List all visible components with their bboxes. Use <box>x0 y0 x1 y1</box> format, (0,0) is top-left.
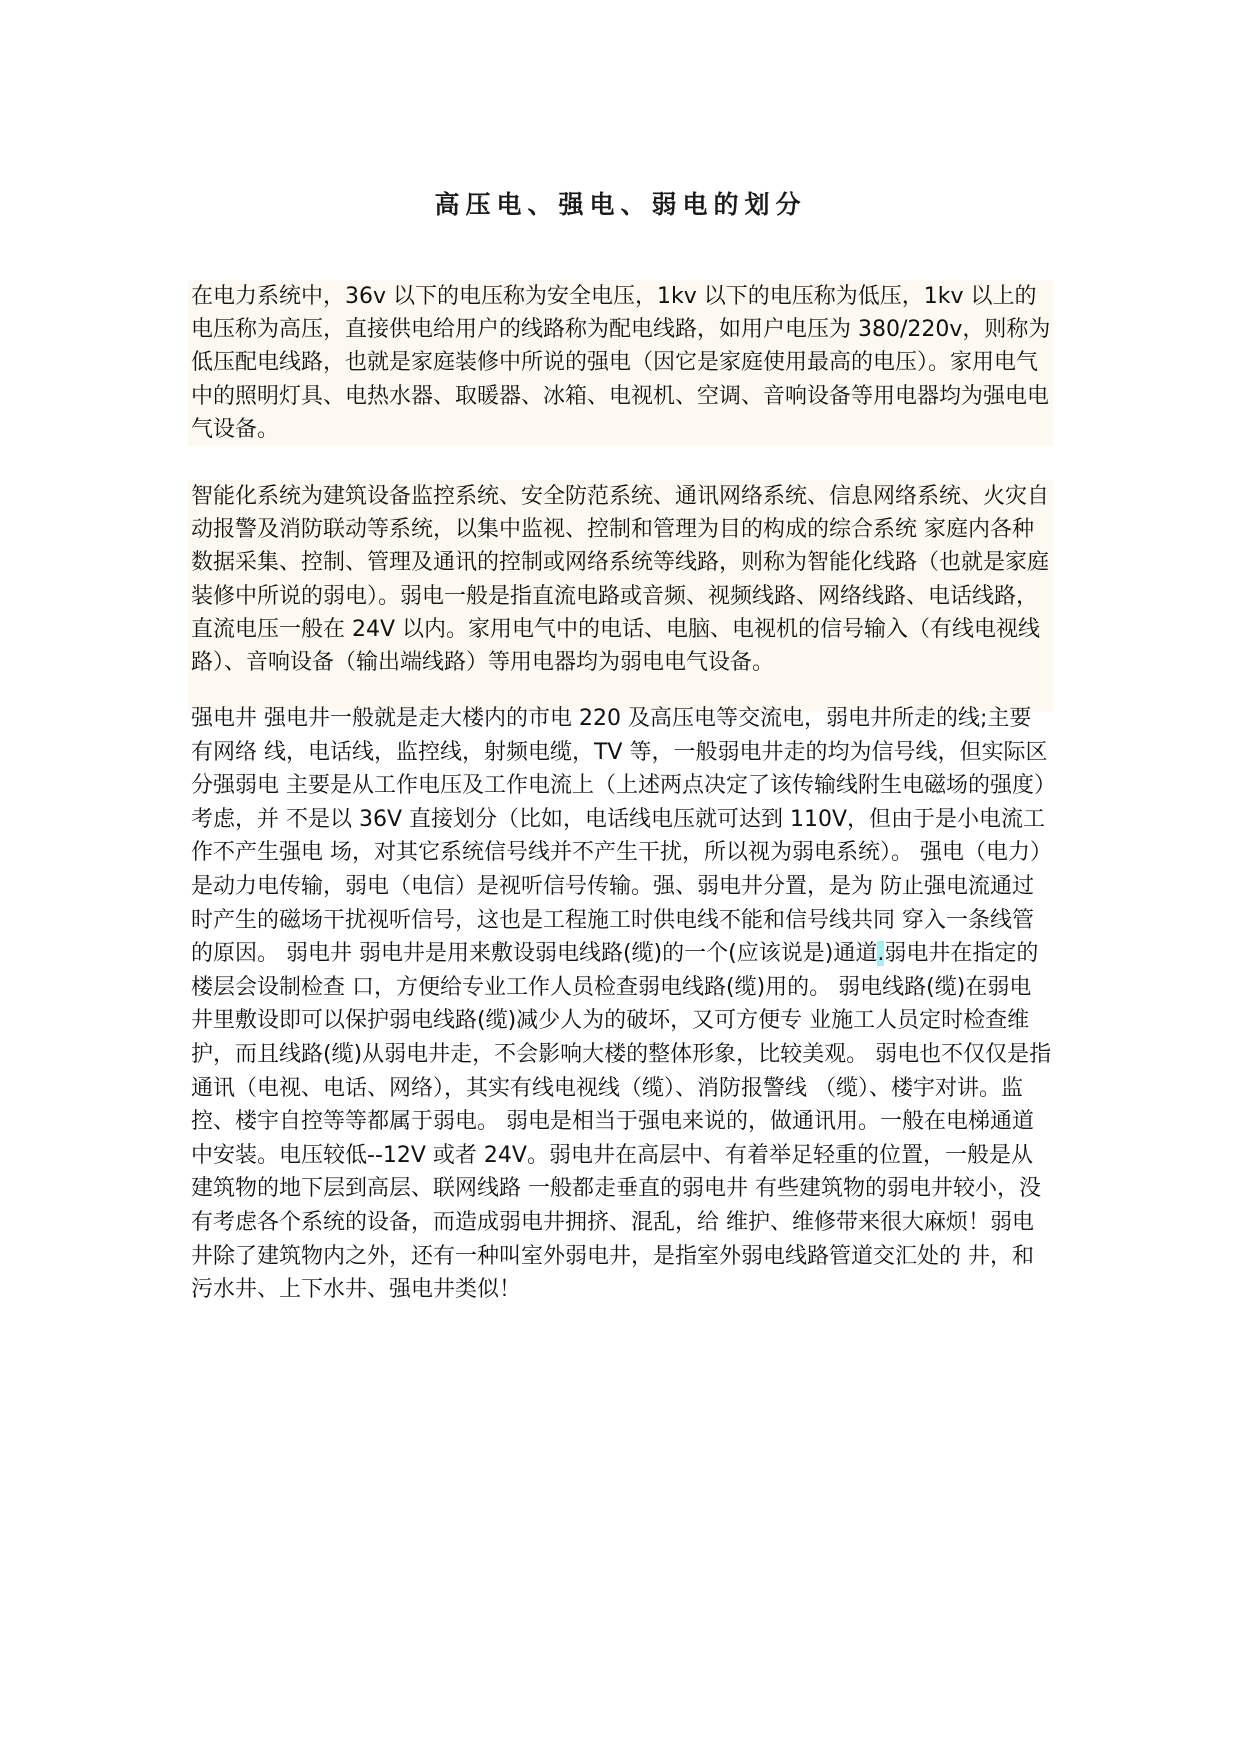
paragraph-shafts-text-b: 弱电井在指定的楼层会设制检查 口，方便给专业工作人员检查弱电线路(缆)用的。 弱电线路(缆)在弱电井里敷设即可以保护弱电线路(缆)减少人为的破坏，又可方便专 业施工人员定时检查维护，而且线路(缆)从弱电井走，不会影响大楼的整体形象，比较美观。 弱电也不仅仅是指通讯（电视、电话、网络），其实有线电视线（缆）、消防报警线 （缆）、楼宇对讲。监控、楼宇自控等等都属于弱电。 弱电是相当于强电来说的，做通讯用。一般在电梯通道中安装。电压较低--12V 或者 24V。弱电井在高层中、有着举足轻重的位置，一般是从建筑物的地下层到高层、联网线路 一般都走垂直的弱电井 有些建筑物的弱电井较小，没有考虑各个系统的设备，而造成弱电井拥挤、混乱，给 维护、维修带来很大麻烦！弱电井除了建筑物内之外，还有一种叫室外弱电井，是指室外弱电线路管道交汇处的 井，和污水井、上下水井、强电井类似！ <box>191 941 1052 1303</box>
paragraph-shafts-text-a: 强电井 强电井一般就是走大楼内的市电 220 及高压电等交流电，弱电井所走的线;主要有网络 线，电话线，监控线，射频电缆，TV 等，一般弱电井走的均为信号线，但实际区分强弱电 主要是从工作电压及工作电流上（上述两点决定了该传输线附生电磁场的强度）考虑，并 不是以 36V 直接划分（比如，电话线电压就可达到 110V，但由于是小电流工作不产生强电 场，对其它系统信号线并不产生干扰，所以视为弱电系统）。 强电（电力）是动力电传输，弱电（电信）是视听信号传输。强、弱电井分置，是为 防止强电流通过时产生的磁场干扰视听信号，这也是工程施工时供电线不能和信号线共同 穿入一条线管的原因。 弱电井 弱电井是用来敷设弱电线路(缆)的一个(应该说是)通道 <box>191 706 1052 967</box>
text-cursor-highlight: . <box>877 941 885 967</box>
paragraph-shafts <box>188 702 1053 1307</box>
paragraph-strong-current: 在电力系统中，36v 以下的电压称为安全电压，1kv 以下的电压称为低压，1kv 以上的电压称为高压，直接供电给用户的线路称为配电线路，如用户电压为 380/220v，则称为低压配电线路，也就是家庭装修中所说的强电（因它是家庭使用最高的电压）。家用电气中的照明灯具、电热水器、取暖器、冰箱、电视机、空调、音响设备等用电器均为强电电气设备。 <box>188 280 1053 446</box>
document-title: 高压电、强电、弱电的划分 <box>434 189 807 219</box>
paragraph-weak-current: 智能化系统为建筑设备监控系统、安全防范系统、通讯网络系统、信息网络系统、火灾自动报警及消防联动等系统，以集中监视、控制和管理为目的构成的综合系统 家庭内各种数据采集、控制、管理及通讯的控制或网络系统等线路，则称为智能化线路（也就是家庭装修中所说的弱电）。弱电一般是指直流电路或音频、视频线路、网络线路、电话线路，直流电压一般在 24V 以内。家用电气中的电话、电脑、电视机的信号输入（有线电视线路）、音响设备（输出端线路）等用电器均为弱电电气设备。 <box>188 480 1053 712</box>
